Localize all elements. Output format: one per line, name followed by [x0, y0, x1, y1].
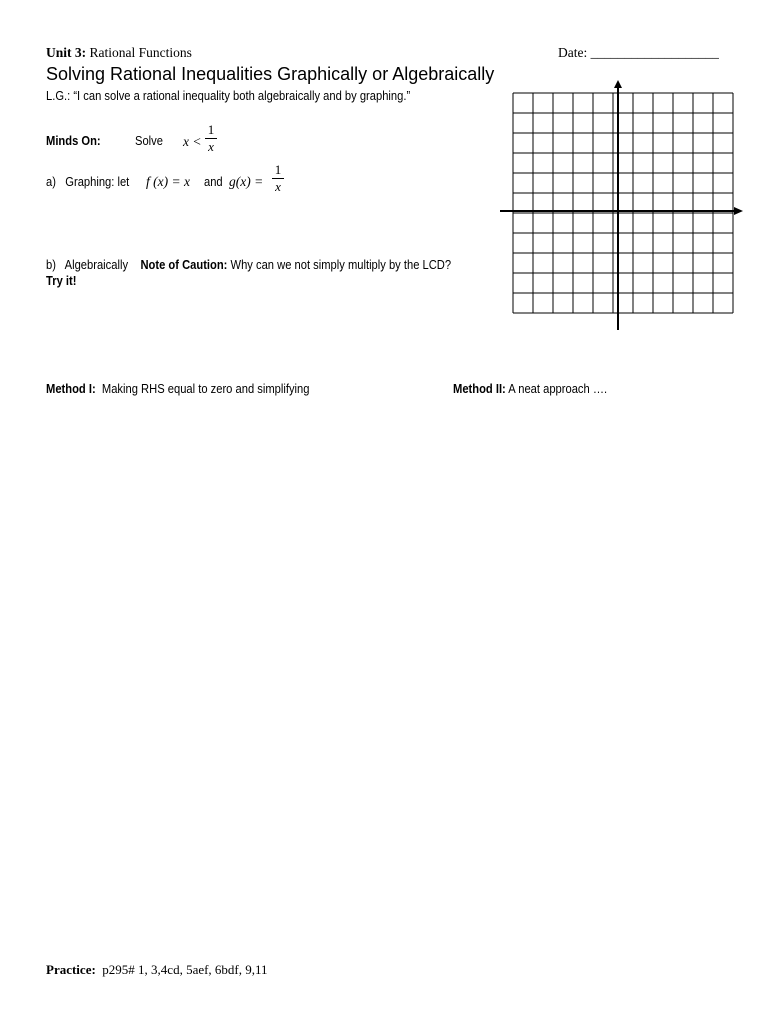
unit-name: Rational Functions [89, 45, 192, 60]
minds-on-instruction: Solve [135, 133, 163, 148]
part-a-text: Graphing: let [65, 174, 130, 189]
g-expression: g(x) = [229, 174, 264, 189]
method-2 [453, 381, 607, 396]
unit-label: Unit 3: [46, 45, 87, 60]
method-2-text: A neat approach …. [508, 381, 608, 396]
minds-on-fraction [205, 123, 217, 154]
try-it-label: Try it! [46, 273, 77, 288]
g-fraction [272, 163, 284, 194]
f-expression: f (x) = x [146, 174, 190, 189]
x-axis-arrow-icon [734, 207, 743, 215]
minds-on-numerator: 1 [207, 122, 215, 137]
date-field [558, 45, 719, 61]
practice-text: p295# 1, 3,4cd, 5aef, 6bdf, 9,11 [102, 962, 268, 977]
date-blank: ___________________ [590, 45, 719, 60]
minds-on-inequality-lhs: x < [183, 134, 202, 149]
minds-on-denominator: x [208, 139, 214, 154]
learning-goal: L.G.: “I can solve a rational inequality both algebraically and by graphing.” [46, 88, 411, 103]
caution-text: Why can we not simply multiply by the LCD? [230, 257, 452, 272]
practice-label: Practice: [46, 962, 96, 977]
unit-heading [46, 45, 192, 61]
coordinate-grid [500, 78, 750, 338]
date-label: Date: [558, 45, 588, 60]
method-1-text: Making RHS equal to zero and simplifying [101, 381, 310, 396]
practice-line [46, 962, 268, 978]
part-a-connector: and [204, 174, 223, 189]
part-a [46, 174, 129, 189]
method-1-label: Method I: [46, 381, 96, 396]
method-1 [46, 381, 309, 396]
g-numerator: 1 [274, 162, 282, 177]
part-b [46, 257, 451, 272]
part-b-label: b) [46, 257, 56, 272]
y-axis-arrow-icon [614, 80, 622, 88]
part-b-text: Algebraically [64, 257, 129, 272]
page-title: Solving Rational Inequalities Graphically or Algebraically [46, 64, 495, 84]
part-a-label: a) [46, 174, 56, 189]
g-denominator: x [275, 179, 281, 194]
grid-lines [513, 93, 733, 313]
caution-label: Note of Caution: [140, 257, 228, 272]
method-2-label: Method II: [453, 381, 506, 396]
minds-on-label: Minds On: [46, 133, 101, 148]
